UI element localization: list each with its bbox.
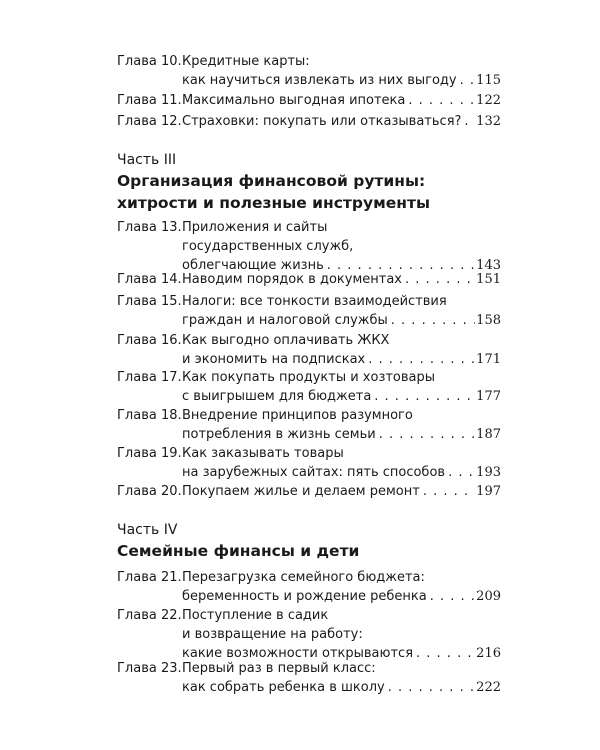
chapter-number: Глава 10. (117, 54, 182, 69)
page-number: 143 (476, 258, 501, 273)
page-number: 177 (476, 389, 501, 404)
page-number: 222 (476, 680, 501, 695)
leader-dots (448, 463, 475, 482)
leader-dots (391, 311, 475, 330)
chapter-number: Глава 21. (117, 570, 182, 585)
chapter-title-line: Кредитные карты: (182, 54, 310, 69)
chapter-title-line: с выигрышем для бюджета (182, 389, 372, 404)
chapter-title-line: потребления в жизнь семьи (182, 427, 376, 442)
leader-dots (368, 350, 475, 369)
chapter-title-line: и экономить на подписках (182, 352, 366, 367)
chapter-number: Глава 18. (117, 408, 182, 423)
chapter-title-line: граждан и налоговой службы (182, 313, 388, 328)
chapter-number: Глава 12. (117, 114, 182, 129)
page-number: 151 (476, 272, 501, 287)
leader-dots (423, 482, 475, 501)
chapter-number: Глава 16. (117, 333, 182, 348)
chapter-number: Глава 23. (117, 661, 182, 676)
chapter-title-line: Как покупать продукты и хозтовары (182, 370, 436, 385)
part-title-line: хитрости и полезные инструменты (117, 194, 430, 212)
chapter-title-line: Первый раз в первый класс: (182, 661, 376, 676)
part-title (117, 540, 517, 562)
page-number: 122 (476, 93, 501, 108)
chapter-title-line: Наводим порядок в документах (182, 272, 403, 287)
leader-dots (388, 678, 475, 697)
chapter-number: Глава 13. (117, 220, 182, 235)
leader-dots (405, 270, 475, 289)
chapter-title-line: Максимально выгодная ипотека (182, 93, 406, 108)
part-title-line: Семейные финансы и дети (117, 542, 360, 560)
leader-dots (408, 91, 475, 110)
part-title-line: Организация финансовой рутины: (117, 172, 426, 190)
chapter-title-line: Как выгодно оплачивать ЖКХ (182, 333, 390, 348)
leader-dots (374, 387, 475, 406)
chapter-number: Глава 11. (117, 93, 182, 108)
part-label: Часть IV (117, 522, 178, 538)
leader-dots (460, 71, 476, 90)
chapter-title-line: какие возможности открываются (182, 646, 414, 661)
chapter-title-line: как научиться извлекать из них выгоду (182, 73, 457, 88)
chapter-number: Глава 15. (117, 294, 182, 309)
leader-dots (379, 425, 475, 444)
page-number: 132 (476, 114, 501, 129)
chapter-title-line: и возвращение на работу: (182, 627, 363, 642)
chapter-title-line: на зарубежных сайтах: пять способов (182, 465, 446, 480)
chapter-title-line: Страховки: покупать или отказываться? (182, 114, 462, 129)
chapter-number: Глава 22. (117, 608, 182, 623)
chapter-title-line: Покупаем жилье и делаем ремонт (182, 484, 420, 499)
chapter-title-line: Перезагрузка семейного бюджета: (182, 570, 425, 585)
chapter-number: Глава 19. (117, 446, 182, 461)
page-number: 171 (476, 352, 501, 367)
chapter-title-line: Как заказывать товары (182, 446, 344, 461)
page-number: 197 (476, 484, 501, 499)
page-number: 158 (476, 313, 501, 328)
page-number: 115 (476, 73, 501, 88)
page-number: 216 (476, 646, 501, 661)
leader-dots (464, 112, 475, 131)
chapter-title-line: Внедрение принципов разумного (182, 408, 413, 423)
part-label: Часть III (117, 152, 177, 168)
leader-dots (430, 587, 475, 606)
chapter-title-line: Поступление в садик (182, 608, 329, 623)
part-title (117, 170, 517, 214)
chapter-title-line: Приложения и сайты (182, 220, 328, 235)
chapter-number: Глава 14. (117, 272, 182, 287)
chapter-number: Глава 20. (117, 484, 182, 499)
chapter-title-line: государственных служб, (182, 239, 354, 254)
page-number: 187 (476, 427, 501, 442)
chapter-title-line: облегчающие жизнь (182, 258, 324, 273)
chapter-title-line: беременность и рождение ребенка (182, 589, 427, 604)
page-number: 209 (476, 589, 501, 604)
chapter-title-line: как собрать ребенка в школу (182, 680, 385, 695)
chapter-number: Глава 17. (117, 370, 182, 385)
page-number: 193 (476, 465, 501, 480)
chapter-title-line: Налоги: все тонкости взаимодействия (182, 294, 447, 309)
